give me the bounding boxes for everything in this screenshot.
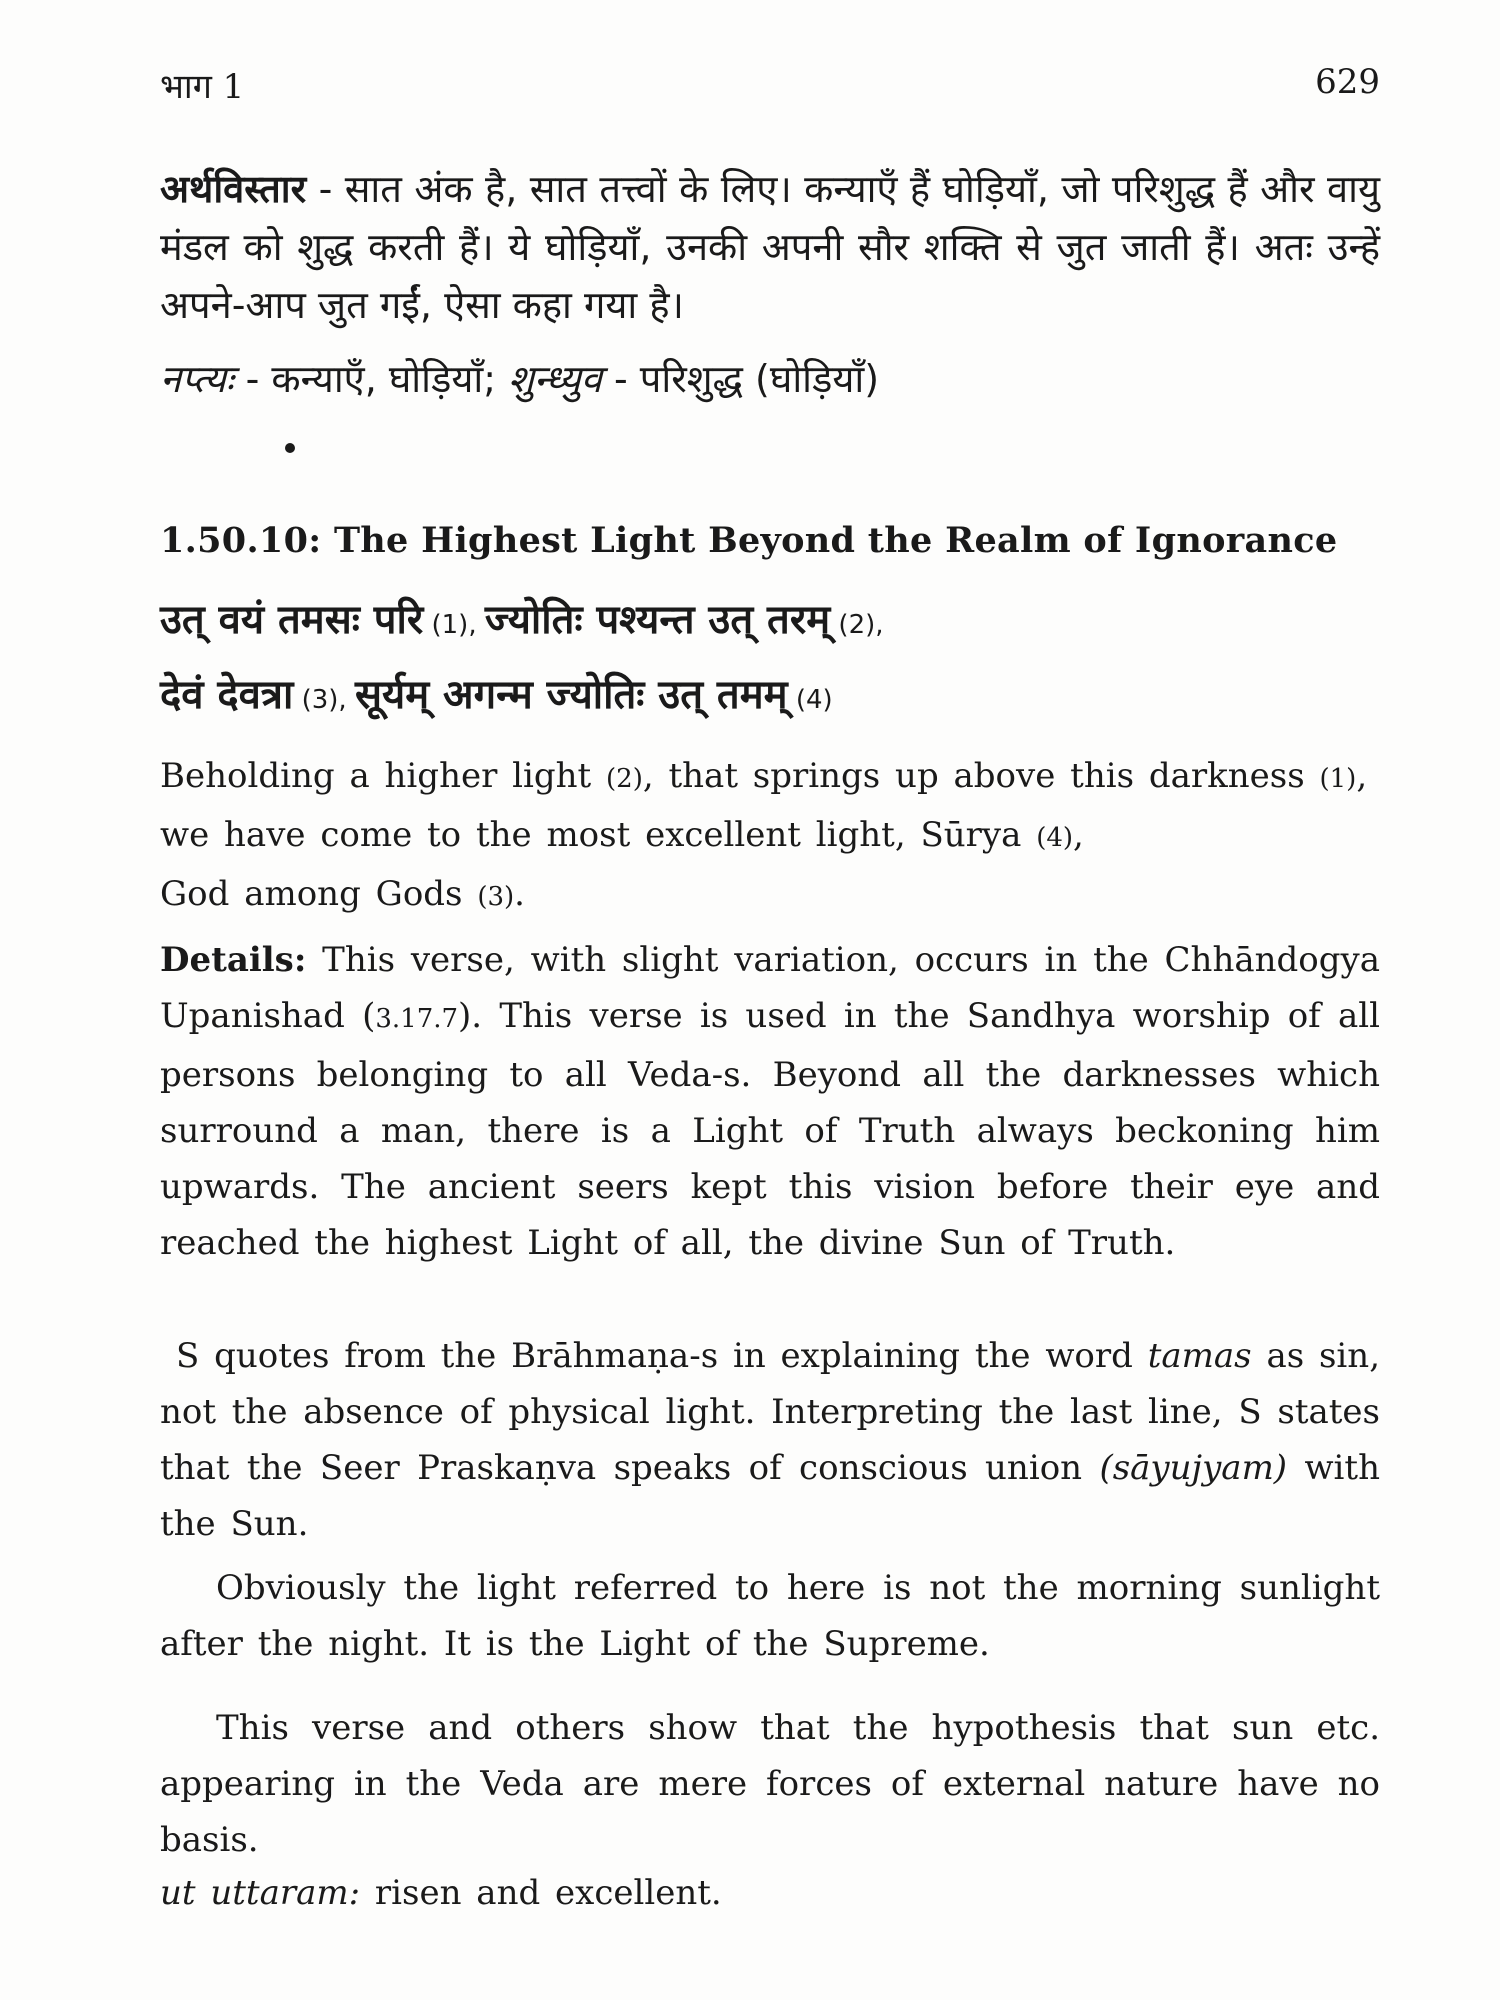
verse-line-1: [160, 585, 884, 660]
commentary-text: S quotes from the Brāhmaṇa-s in explaining the word: [176, 1336, 1148, 1376]
glossary-line: [160, 1865, 1380, 1921]
conclusion-paragraph: This verse and others show that the hypothesis that sun etc. appearing in the Veda are mere forces of external nature have no basis.: [160, 1708, 1380, 1860]
translation-text: Beholding a higher light: [160, 756, 607, 796]
details-label: Details:: [160, 940, 307, 980]
hindi-explanation: [160, 160, 1380, 334]
observation-paragraph: Obviously the light referred to here is not the morning sunlight after the night. It is the Light of the Supreme.: [160, 1568, 1380, 1664]
translation-text: .: [514, 874, 525, 914]
glossary-def-2: - परिशुद्ध (घोड़ियाँ): [601, 357, 880, 401]
glossary-definition: risen and excellent.: [360, 1873, 722, 1913]
page-header: [160, 62, 1380, 112]
details-text: ). This verse is used in the Sandhya worship of all persons belonging to all Veda-s. Beyond all the darknesses which surround a man, there is a Light of Truth always beckoning him upwards. The ancient seers kept this vision before their eye and reached the highest Light of all, the divine Sun of Truth.: [160, 996, 1380, 1263]
verse-num-2: (2),: [830, 610, 884, 640]
glossary-term-1: नप्त्यः: [160, 357, 234, 401]
translation-text: ,: [1356, 756, 1368, 796]
commentary-text: with the Sun.: [160, 1448, 1380, 1544]
translation-num: (2): [606, 764, 643, 794]
section-title: 1.50.10: The Highest Light Beyond the Realm of Ignorance: [160, 520, 1338, 561]
glossary-term: ut uttaram:: [160, 1873, 361, 1913]
translation-text: God among Gods: [160, 874, 478, 914]
translation-text: ,: [1073, 815, 1084, 855]
translation-num: (4): [1036, 823, 1074, 853]
translation-line-3: [160, 866, 1380, 925]
commentary-term: (sāyujyam): [1099, 1448, 1288, 1488]
verse-pada-3: देवं देवत्रा: [160, 672, 294, 718]
verse-pada-2: ज्योतिः पश्यन्त उत् तरम्: [484, 597, 831, 643]
verse-translation: [160, 748, 1380, 925]
sanskrit-verse: [160, 585, 884, 735]
commentary-term: tamas: [1147, 1336, 1252, 1376]
hindi-explanation-label: अर्थविस्तार: [160, 167, 307, 211]
verse-line-2: [160, 660, 884, 735]
details-reference: 3.17.7: [375, 1004, 459, 1034]
glossary-def-1: - कन्याएँ, घोड़ियाँ;: [233, 357, 509, 401]
translation-num: (3): [477, 882, 515, 912]
details-text: This verse, with slight variation, occurs in the Chhāndogya Upanishad (: [160, 940, 1380, 1036]
details-paragraph: [160, 932, 1380, 1271]
commentary-text: as sin, not the absence of physical light. Interpreting the last line, S states that the Seer Praskaṇva speaks of conscious union: [160, 1336, 1381, 1488]
verse-pada-1: उत् वयं तमसः परि: [160, 597, 424, 643]
translation-text: we have come to the most excellent light, Sūrya: [160, 815, 1037, 855]
hindi-explanation-text: - सात अंक है, सात तत्त्वों के लिए। कन्याएँ हैं घोड़ियाँ, जो परिशुद्ध हैं और वायु मंडल को शुद्ध करती हैं। ये घोड़ियाँ, उनकी अपनी सौर शक्ति से जुत जाती हैं। अतः उन्हें अपने-आप जुत गईं, ऐसा कहा गया है।: [160, 167, 1380, 327]
verse-num-3: (3),: [293, 685, 355, 715]
hindi-glossary: [160, 350, 1380, 408]
part-label: भाग 1: [160, 67, 245, 107]
commentary-paragraph: [160, 1328, 1380, 1552]
translation-line-1: [160, 748, 1380, 807]
verse-pada-4: सूर्यम् अगन्म ज्योतिः उत् तमम्: [354, 672, 788, 718]
hindi-section: [160, 160, 1380, 408]
page-number: 629: [1315, 62, 1380, 102]
verse-num-1: (1),: [423, 610, 485, 640]
ink-speck: [285, 443, 295, 453]
translation-num: (1): [1319, 764, 1357, 794]
verse-num-4: (4): [787, 685, 833, 715]
translation-line-2: [160, 807, 1380, 866]
glossary-term-2: शुन्ध्युव: [508, 357, 602, 401]
translation-text: , that springs up above this darkness: [642, 756, 1320, 796]
